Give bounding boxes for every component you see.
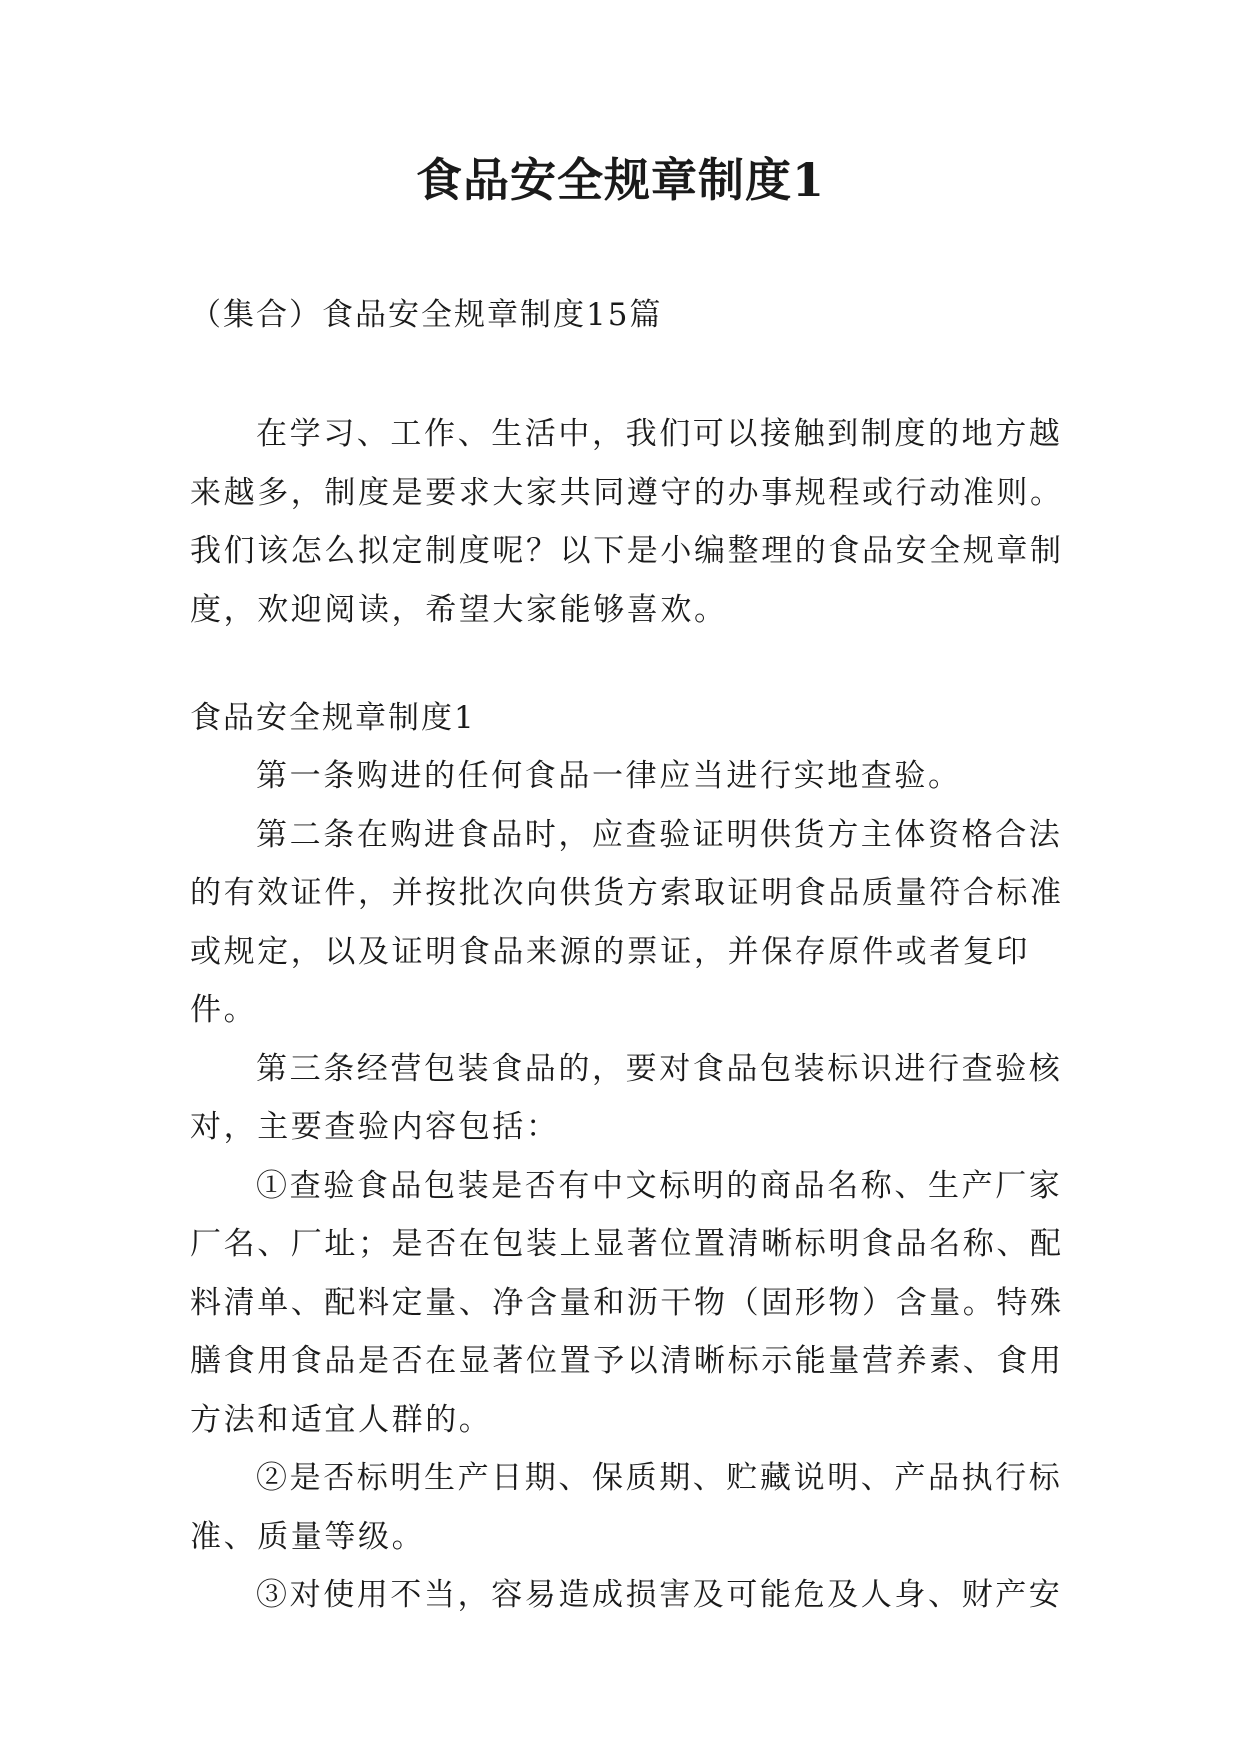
document-subtitle: （集合）食品安全规章制度15篇	[190, 297, 663, 333]
document-title: 食品安全规章制度1	[415, 153, 825, 207]
list-item-1: ①查验食品包装是否有中文标明的商品名称、生产厂家厂名、厂址；是否在包装上显著位置清晰标明食品名称、配料清单、配料定量、净含量和沥干物（固形物）含量。特殊膳食用食品是否在显著位置予以清晰标示能量营养素、食用方法和适宜人群的。	[190, 1167, 1064, 1438]
articles-block	[190, 747, 1070, 1625]
article-paragraph-3: 第三条经营包装食品的，要对食品包装标识进行查验核对，主要查验内容包括：	[190, 1050, 1063, 1145]
intro-paragraph: 在学习、工作、生活中，我们可以接触到制度的地方越来越多，制度是要求大家共同遵守的办事规程或行动准则。我们该怎么拟定制度呢？以下是小编整理的食品安全规章制度，欢迎阅读，希望大家能够喜欢。	[190, 416, 1064, 628]
section-heading: 食品安全规章制度1	[190, 700, 476, 736]
article-paragraph-1: 第一条购进的任何食品一律应当进行实地查验。	[256, 758, 962, 794]
article-paragraph-2: 第二条在购进食品时，应查验证明供货方主体资格合法的有效证件，并按批次向供货方索取证明食品质量符合标准或规定，以及证明食品来源的票证，并保存原件或者复印件。	[190, 816, 1064, 1028]
list-item-2: ②是否标明生产日期、保质期、贮藏说明、产品执行标准、质量等级。	[190, 1460, 1063, 1555]
list-item-3: ③对使用不当，容易造成损害及可能危及人身、财产安	[256, 1577, 1063, 1613]
